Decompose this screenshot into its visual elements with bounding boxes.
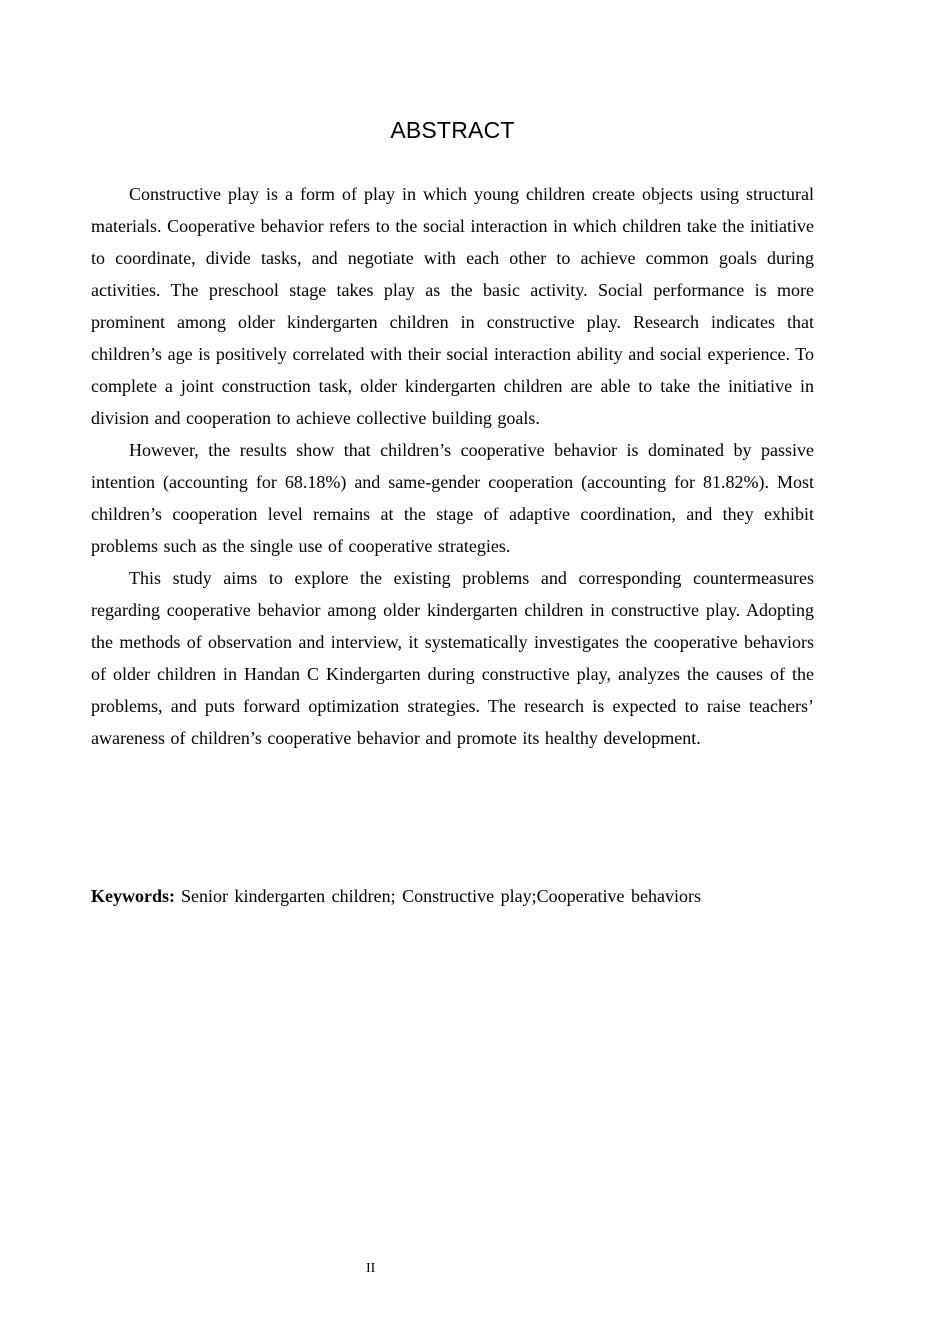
- abstract-body: [91, 178, 814, 754]
- keywords-label: Keywords:: [91, 886, 175, 906]
- keywords-line: [91, 880, 814, 912]
- abstract-paragraph-3: This study aims to explore the existing problems and corresponding countermeasures regarding cooperative behavior among older kindergarten children in constructive play. Adopting the methods of observation and interview, it systematically investigates the cooperative behaviors of older children in Handan C Kindergarten during constructive play, analyzes the causes of the problems, and puts forward optimization strategies. The research is expected to raise teachers’ awareness of children’s cooperative behavior and promote its healthy development.: [91, 568, 814, 748]
- abstract-title: ABSTRACT: [390, 117, 515, 143]
- keywords-text: Senior kindergarten children; Constructive play;Cooperative behaviors: [181, 886, 702, 906]
- abstract-paragraph-1: Constructive play is a form of play in which young children create objects using structural materials. Cooperative behavior refers to the social interaction in which children take the initiative to coordinate, divide tasks, and negotiate with each other to achieve common goals during activities. The preschool stage takes play as the basic activity. Social performance is more prominent among older kindergarten children in constructive play. Research indicates that children’s age is positively correlated with their social interaction ability and social experience. To complete a joint construction task, older kindergarten children are able to take the initiative in division and cooperation to achieve collective building goals.: [91, 184, 814, 428]
- page-number: II: [366, 1261, 376, 1276]
- abstract-paragraph-2: However, the results show that children’s cooperative behavior is dominated by passive intention (accounting for 68.18%) and same-gender cooperation (accounting for 81.82%). Most children’s cooperation level remains at the stage of adaptive coordination, and they exhibit problems such as the single use of cooperative strategies.: [91, 440, 814, 556]
